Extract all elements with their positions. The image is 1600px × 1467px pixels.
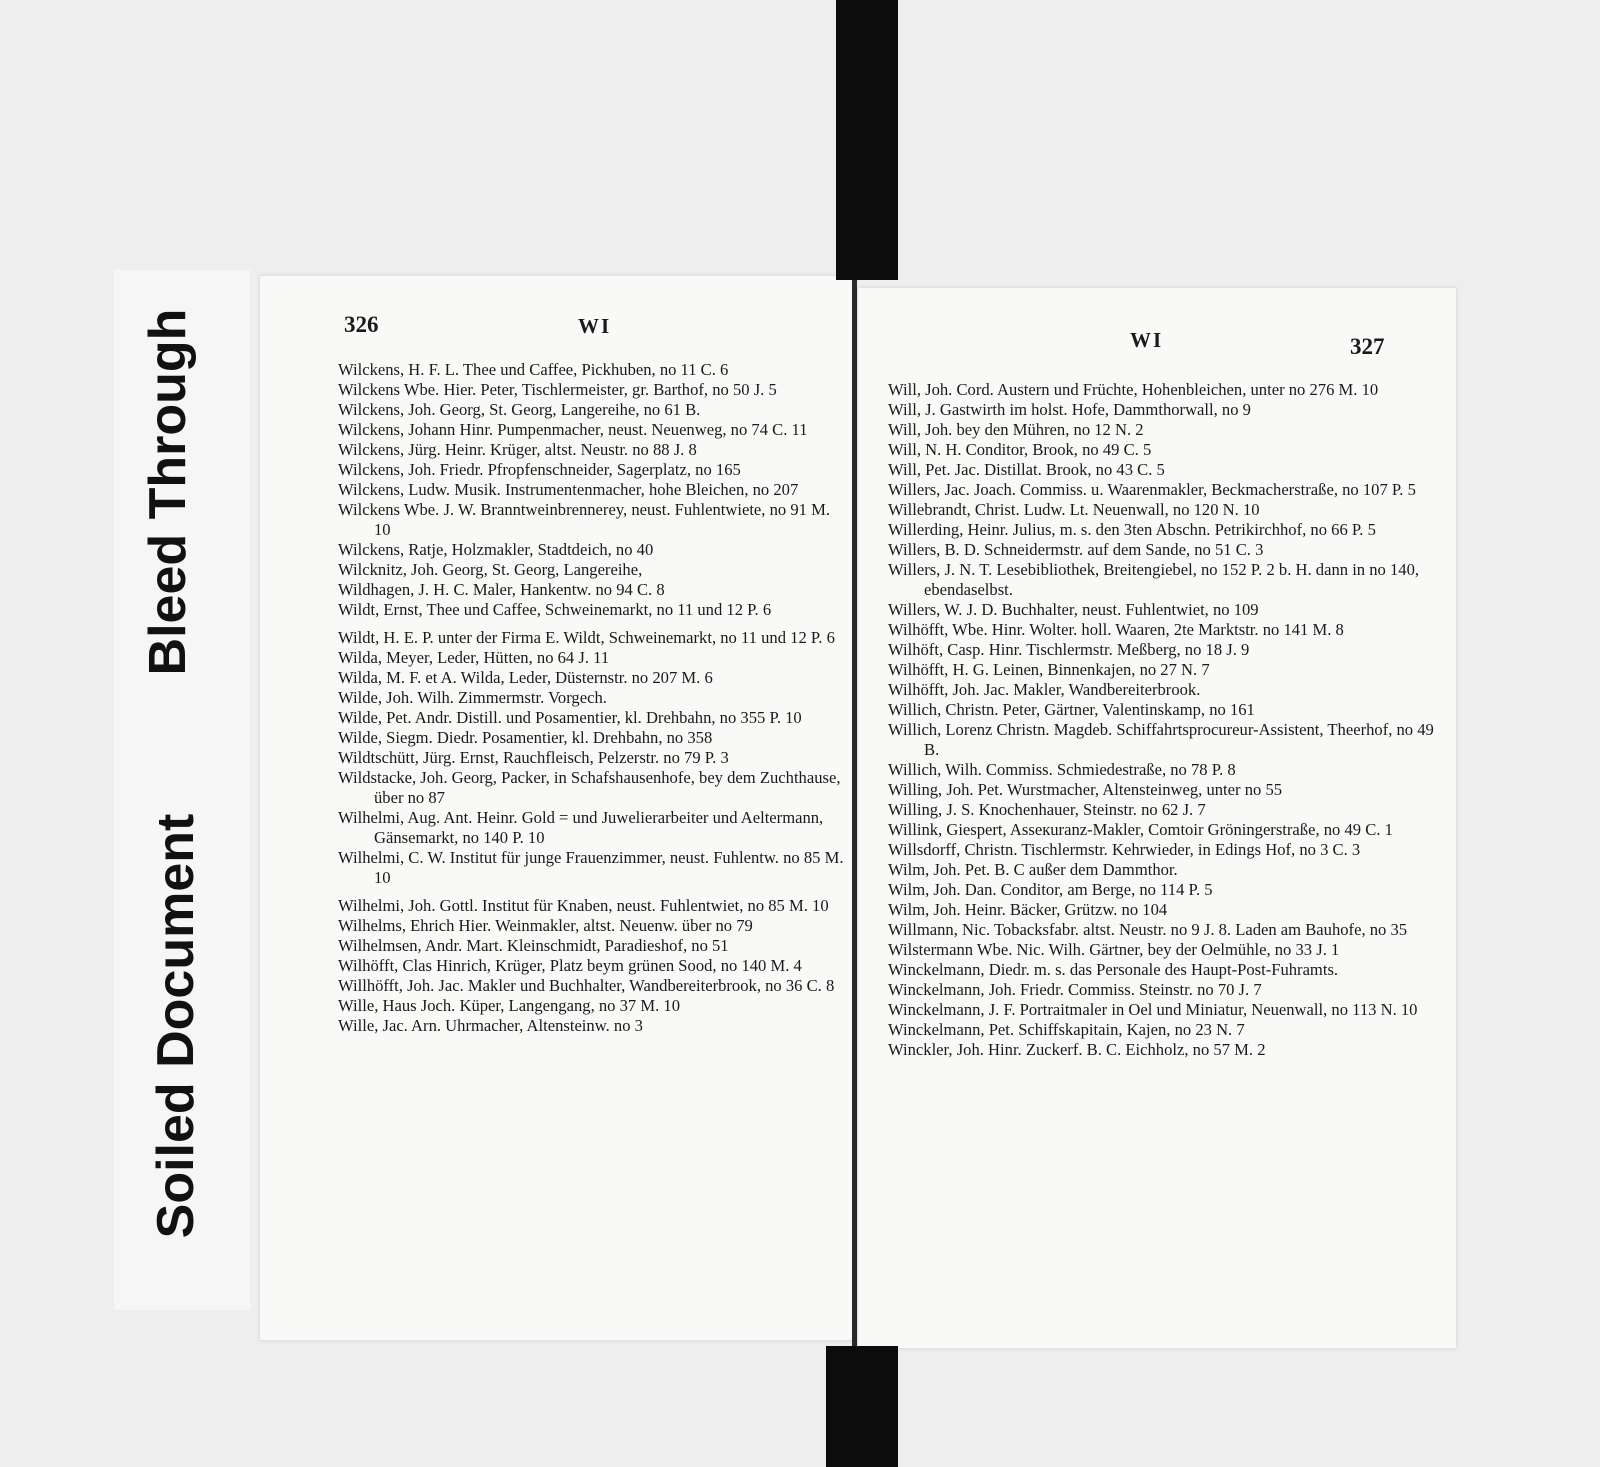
directory-entry: Will, J. Gastwirth im holst. Hofe, Dammthorwall, no 9 (888, 400, 1251, 419)
directory-entry: Winckelmann, J. F. Portraitmaler in Oel und Miniatur, Neuenwall, no 113 N. 10 (888, 1000, 1418, 1019)
directory-entry: Wilckens Wbe. J. W. Branntweinbrennerey, neust. Fuhlentwiete, no 91 M. 10 (338, 500, 830, 539)
directory-entry: Wildtschütt, Jürg. Ernst, Rauchfleisch, Pelzerstr. no 79 P. 3 (338, 748, 729, 767)
directory-entry: Wilhöfft, Clas Hinrich, Krüger, Platz beym grünen Sood, no 140 M. 4 (338, 956, 802, 975)
bleed-through-label: Bleed Through (139, 308, 197, 676)
directory-entry: Willsdorff, Christn. Tischlermstr. Kehrwieder, in Edings Hof, no 3 C. 3 (888, 840, 1361, 859)
directory-entry: Willers, W. J. D. Buchhalter, neust. Fuhlentwiet, no 109 (888, 600, 1259, 619)
directory-entry: Willich, Lorenz Christn. Magdeb. Schiffahrtsprocureur-Assistent, Theerhof, no 49 B. (888, 720, 1434, 759)
page-number: 326 (344, 312, 379, 337)
directory-entry: Wilckens, Ratje, Holzmakler, Stadtdeich, no 40 (338, 540, 654, 559)
directory-entry: Wilm, Joh. Dan. Conditor, am Berge, no 114 P. 5 (888, 880, 1213, 899)
directory-entry: Will, Joh. Cord. Austern und Früchte, Hohenbleichen, unter no 276 M. 10 (888, 380, 1379, 399)
directory-entry: Willing, J. S. Knochenhauer, Steinstr. no 62 J. 7 (888, 800, 1206, 819)
directory-entry: Winckelmann, Diedr. m. s. das Personale des Haupt-Post-Fuhramts. (888, 960, 1339, 979)
directory-entry: Winckler, Joh. Hinr. Zuckerf. B. C. Eichholz, no 57 M. 2 (888, 1040, 1266, 1059)
directory-entry: Wilhöfft, H. G. Leinen, Binnenkajen, no 27 N. 7 (888, 660, 1210, 679)
directory-entry: Wilde, Pet. Andr. Distill. und Posamentier, kl. Drehbahn, no 355 P. 10 (338, 708, 802, 727)
directory-entry: Wilstermann Wbe. Nic. Wilh. Gärtner, bey der Oelmühle, no 33 J. 1 (888, 940, 1340, 959)
directory-entry: Wilckens, Johann Hinr. Pumpenmacher, neust. Neuenweg, no 74 C. 11 (338, 420, 808, 439)
directory-entry: Winckelmann, Pet. Schiffskapitain, Kajen, no 23 N. 7 (888, 1020, 1245, 1039)
directory-entry: Wilde, Siegm. Diedr. Posamentier, kl. Drehbahn, no 358 (338, 728, 713, 747)
directory-entry: Wille, Haus Joch. Küper, Langengang, no 37 M. 10 (338, 996, 680, 1015)
page-number: 327 (1350, 334, 1385, 359)
directory-entry: Wilhelms, Ehrich Hier. Weinmakler, altst. Neuenw. über no 79 (338, 916, 753, 935)
directory-entry: Willhöfft, Joh. Jac. Makler und Buchhalter, Wandbereiterbrook, no 36 C. 8 (338, 976, 835, 995)
entry-list (888, 380, 1448, 1060)
entry-list (338, 360, 848, 1036)
directory-entry: Wilhöfft, Joh. Jac. Makler, Wandbereiterbrook. (888, 680, 1201, 699)
directory-entry: Willers, J. N. T. Lesebibliothek, Breitengiebel, no 152 P. 2 b. H. dann in no 140, ebendaselbst. (888, 560, 1420, 599)
directory-entry: Wille, Jac. Arn. Uhrmacher, Altensteinw. no 3 (338, 1016, 643, 1035)
directory-entry: Wilckens, Joh. Georg, St. Georg, Langereihe, no 61 B. (338, 400, 701, 419)
directory-entry: Wilckens, H. F. L. Thee und Caffee, Pickhuben, no 11 C. 6 (338, 360, 729, 379)
directory-entry: Willerding, Heinr. Julius, m. s. den 3ten Abschn. Petrikirchhof, no 66 P. 5 (888, 520, 1376, 539)
directory-entry: Willebrandt, Christ. Ludw. Lt. Neuenwall, no 120 N. 10 (888, 500, 1260, 519)
directory-entry: Wildt, H. E. P. unter der Firma E. Wildt, Schweinemarkt, no 11 und 12 P. 6 (338, 628, 835, 647)
directory-entry: Wilm, Joh. Heinr. Bäcker, Grützw. no 104 (888, 900, 1168, 919)
directory-entry: Willink, Giespert, Asseкuranz-Makler, Comtoir Gröningerstraße, no 49 C. 1 (888, 820, 1393, 839)
directory-entry: Wilde, Joh. Wilh. Zimmermstr. Vorgeсh. (338, 688, 607, 707)
directory-entry: Willers, B. D. Schneidermstr. auf dem Sande, no 51 C. 3 (888, 540, 1264, 559)
directory-entry: Wilckens, Joh. Friedr. Pfropfenschneider, Sagerplatz, no 165 (338, 460, 741, 479)
directory-entry: Wilda, Meyer, Leder, Hütten, no 64 J. 11 (338, 648, 610, 667)
directory-entry: Willich, Christn. Peter, Gärtner, Valentinskamp, no 161 (888, 700, 1255, 719)
directory-entry: Wilhelmsen, Andr. Mart. Kleinschmidt, Paradieshof, no 51 (338, 936, 729, 955)
directory-entry: Wilda, M. F. et A. Wilda, Leder, Düsternstr. no 207 M. 6 (338, 668, 713, 687)
directory-entry: Wilhöft, Casp. Hinr. Tischlermstr. Meßberg, no 18 J. 9 (888, 640, 1250, 659)
directory-entry: Winckelmann, Joh. Friedr. Commiss. Steinstr. no 70 J. 7 (888, 980, 1262, 999)
directory-entry: Wilckens, Jürg. Heinr. Krüger, altst. Neustr. no 88 J. 8 (338, 440, 697, 459)
directory-entry: Wilckens Wbe. Hier. Peter, Tischlermeister, gr. Barthof, no 50 J. 5 (338, 380, 777, 399)
soiled-document-label: Soiled Document (147, 813, 205, 1239)
page-header: WI (578, 314, 612, 338)
directory-entry: Wilm, Joh. Pet. B. C außer dem Dammthor. (888, 860, 1178, 879)
directory-entry: Willing, Joh. Pet. Wurstmacher, Altensteinweg, unter no 55 (888, 780, 1283, 799)
directory-entry: Willich, Wilh. Commiss. Schmiedestraße, no 78 P. 8 (888, 760, 1236, 779)
directory-entry: Will, Pet. Jac. Distillat. Brook, no 43 C. 5 (888, 460, 1165, 479)
directory-entry: Wildt, Ernst, Thee und Caffee, Schweinemarkt, no 11 und 12 P. 6 (338, 600, 772, 619)
directory-entry: Willmann, Nic. Tobacksfabr. altst. Neustr. no 9 J. 8. Laden am Bauhofe, no 35 (888, 920, 1408, 939)
directory-entry: Wilhelmi, Aug. Ant. Heinr. Gold = und Juwelierarbeiter und Aeltermann, Gänsemarkt, no 140 P. 10 (338, 808, 824, 847)
directory-entry: Wildhagen, J. H. C. Maler, Hankentw. no 94 C. 8 (338, 580, 665, 599)
left-page (260, 276, 855, 1340)
directory-entry: Wilcknitz, Joh. Georg, St. Georg, Langereihe, (338, 560, 643, 579)
directory-entry: Wildstacke, Joh. Georg, Packer, in Schafshausenhofe, bey dem Zuchthause, über no 87 (338, 768, 841, 807)
binding-clip-bottom (826, 1346, 898, 1467)
binding-clip-top (836, 0, 898, 280)
directory-entry: Willers, Jac. Joach. Commiss. u. Waarenmakler, Beckmacherstraße, no 107 P. 5 (888, 480, 1416, 499)
directory-entry: Wilhelmi, Joh. Gottl. Institut für Knaben, neust. Fuhlentwiet, no 85 M. 10 (338, 896, 829, 915)
directory-entry: Wilckens, Ludw. Musik. Instrumentenmacher, hohe Bleichen, no 207 (338, 480, 799, 499)
directory-entry: Will, N. H. Conditor, Brook, no 49 C. 5 (888, 440, 1152, 459)
directory-entry: Will, Joh. bey den Mühren, no 12 N. 2 (888, 420, 1144, 439)
page-header: WI (1130, 328, 1164, 352)
directory-entry: Wilhelmi, C. W. Institut für junge Frauenzimmer, neust. Fuhlentw. no 85 M. 10 (338, 848, 844, 887)
book-spine (852, 270, 857, 1360)
directory-entry: Wilhöfft, Wbe. Hinr. Wolter. holl. Waaren, 2te Marktstr. no 141 M. 8 (888, 620, 1344, 639)
right-page (858, 288, 1456, 1348)
